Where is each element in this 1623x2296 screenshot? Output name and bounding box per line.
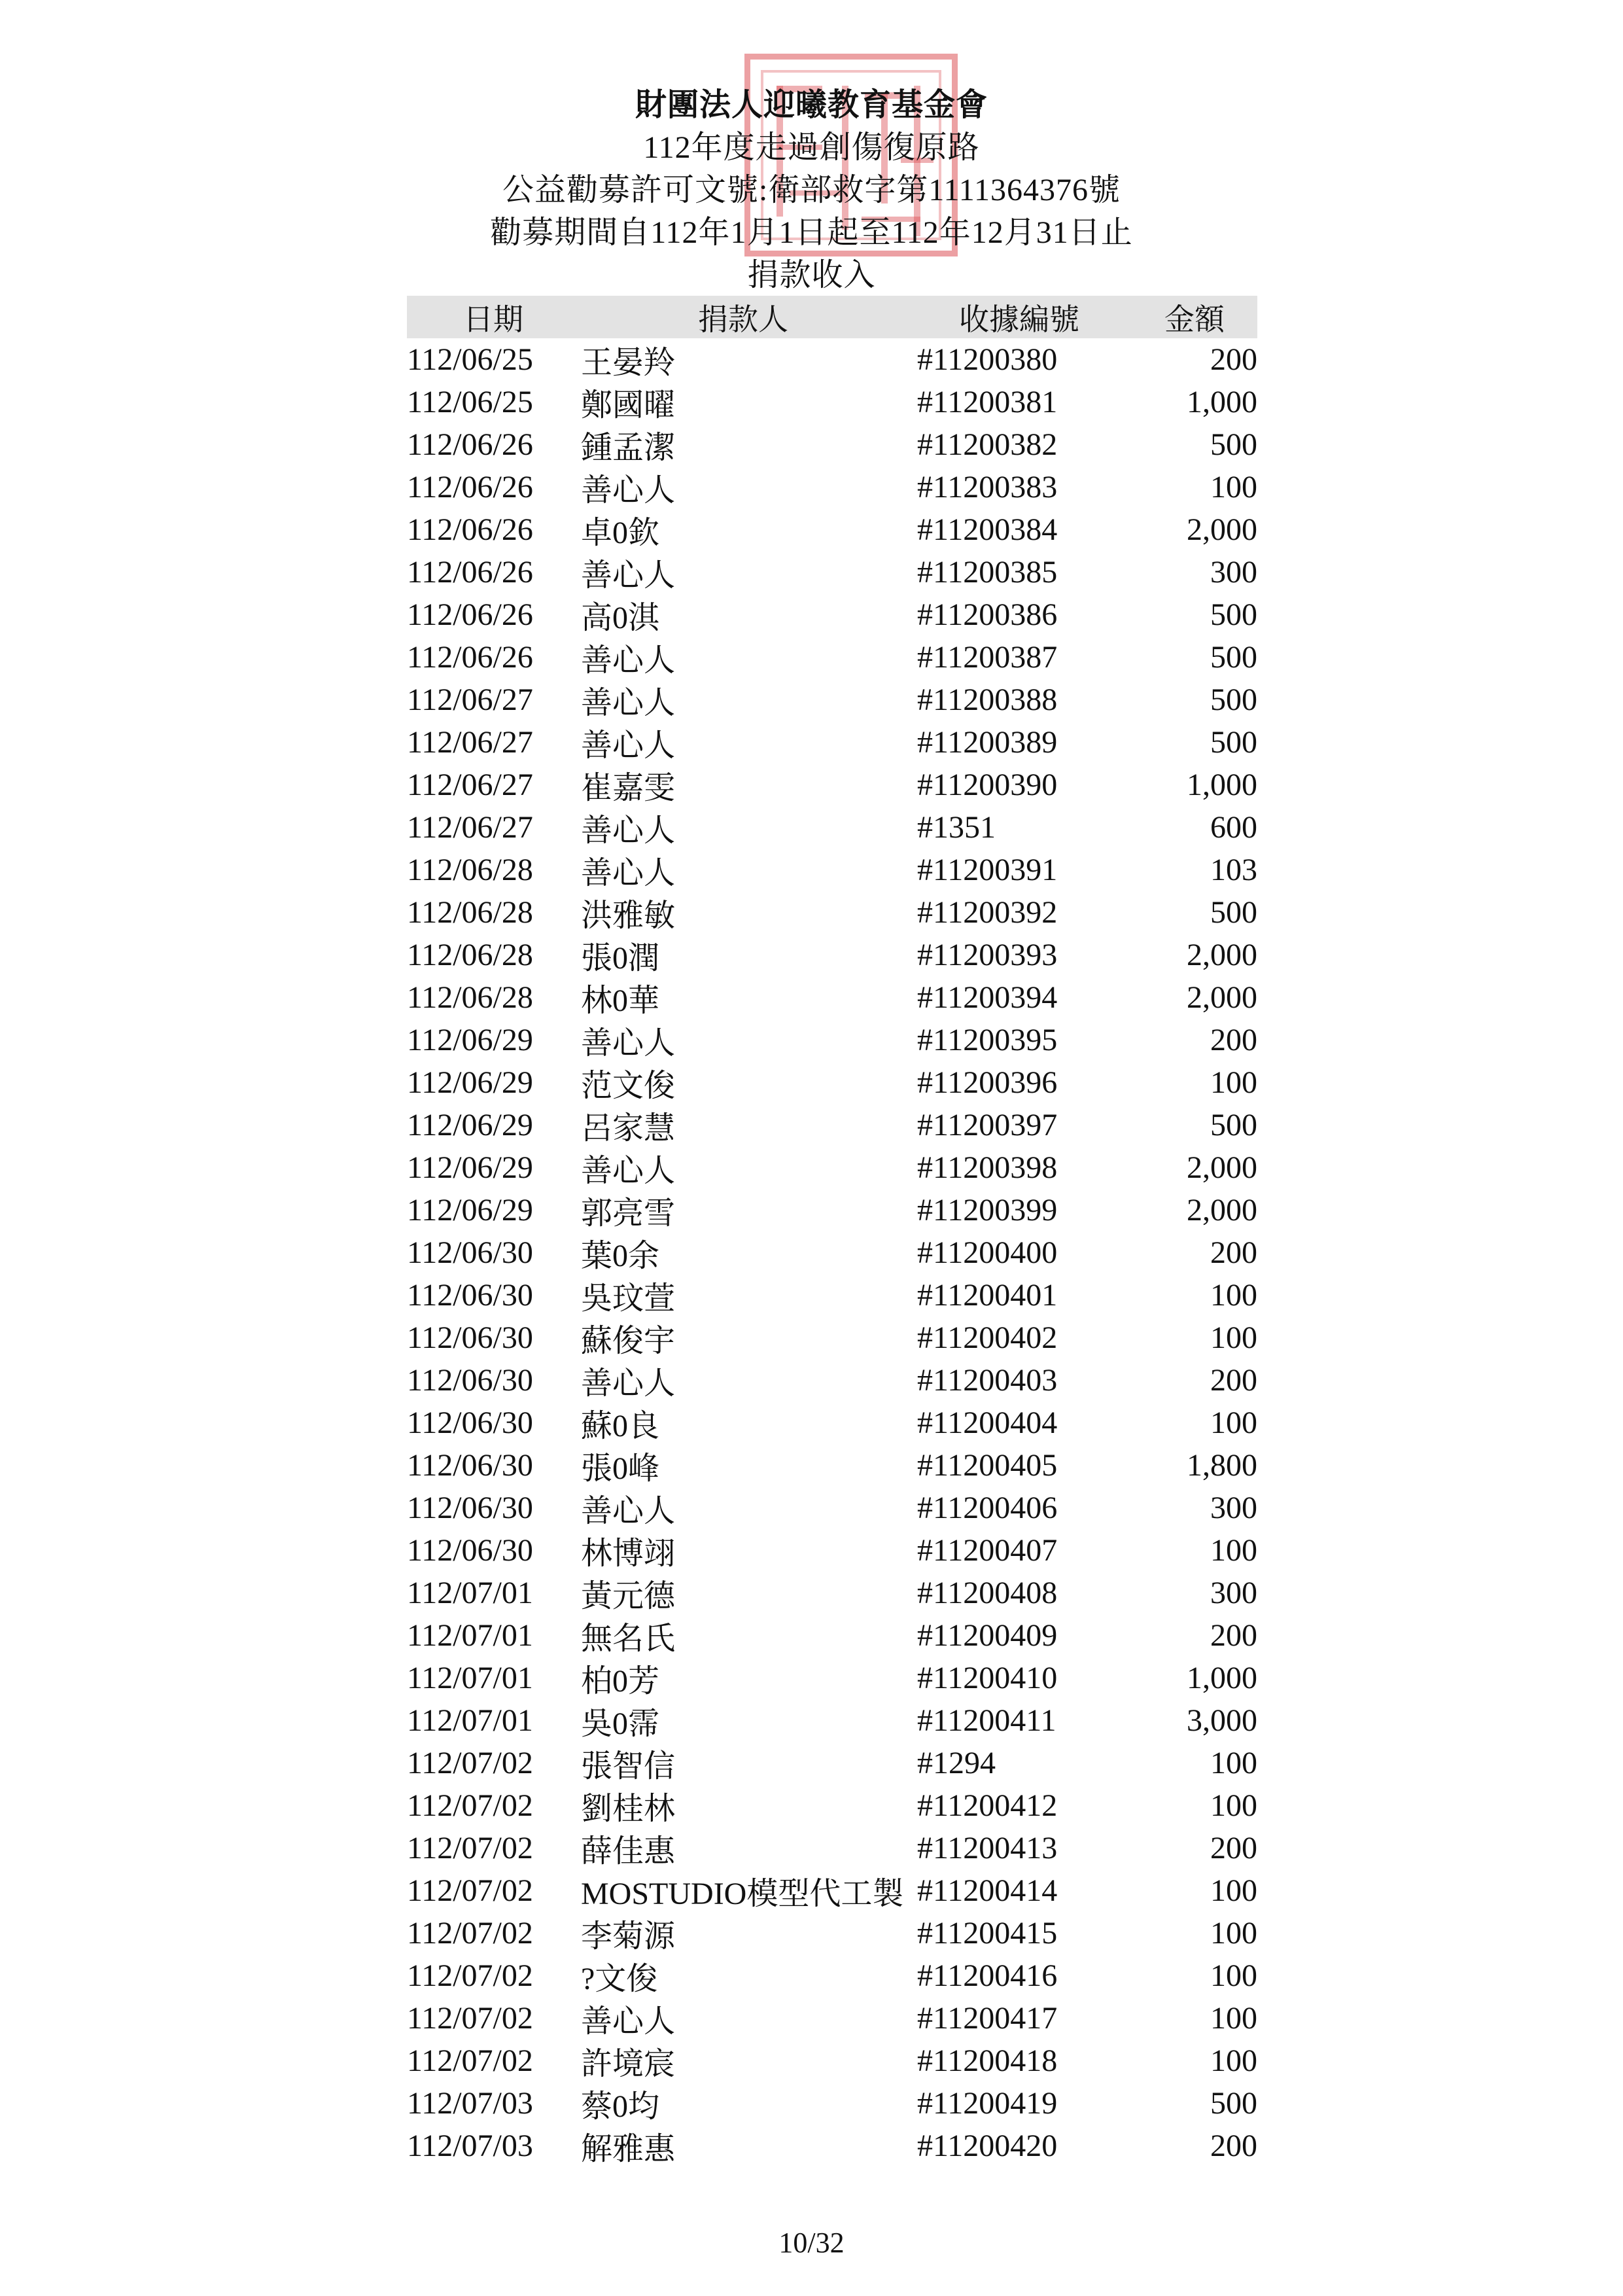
- date-cell: 112/06/30: [407, 1363, 533, 1398]
- donor-cell: 善心人: [581, 728, 676, 763]
- table-row: [407, 721, 1257, 764]
- donor-cell: 蔡0均: [581, 2089, 660, 2124]
- receipt-cell: #11200407: [917, 1533, 1058, 1568]
- receipt-cell: #11200410: [917, 1661, 1058, 1695]
- amount-cell: 200: [1210, 342, 1257, 377]
- receipt-cell: #11200415: [917, 1916, 1058, 1951]
- amount-cell: 500: [1210, 2086, 1257, 2121]
- receipt-cell: #11200409: [917, 1618, 1058, 1653]
- date-cell: 112/06/27: [407, 725, 533, 760]
- receipt-cell: #11200395: [917, 1023, 1058, 1057]
- document-header: [0, 84, 1623, 296]
- date-cell: 112/07/01: [407, 1703, 533, 1738]
- date-cell: 112/07/01: [407, 1618, 533, 1653]
- amount-cell: 600: [1210, 810, 1257, 845]
- date-cell: 112/06/26: [407, 555, 533, 590]
- amount-cell: 1,000: [1187, 385, 1257, 419]
- donor-cell: 善心人: [581, 643, 676, 678]
- table-row: [407, 2040, 1257, 2082]
- table-row: [407, 2082, 1257, 2125]
- amount-cell: 1,000: [1187, 1661, 1257, 1695]
- date-cell: 112/06/28: [407, 980, 533, 1015]
- amount-cell: 100: [1210, 2001, 1257, 2036]
- table-row: [407, 1529, 1257, 1572]
- date-cell: 112/07/02: [407, 2043, 533, 2078]
- date-cell: 112/06/25: [407, 342, 533, 377]
- receipt-cell: #11200413: [917, 1831, 1058, 1865]
- amount-cell: 100: [1210, 1873, 1257, 1908]
- date-cell: 112/06/30: [407, 1278, 533, 1313]
- table-row: [407, 1954, 1257, 1997]
- donor-cell: 王晏羚: [581, 345, 676, 380]
- date-cell: 112/06/30: [407, 1533, 533, 1568]
- receipt-cell: #11200416: [917, 1958, 1058, 1993]
- date-cell: 112/07/02: [407, 2001, 533, 2036]
- receipt-cell: #11200402: [917, 1320, 1058, 1355]
- receipt-cell: #11200399: [917, 1193, 1058, 1227]
- table-row: [407, 1827, 1257, 1869]
- receipt-cell: #11200403: [917, 1363, 1058, 1398]
- amount-cell: 100: [1210, 1916, 1257, 1951]
- date-cell: 112/07/02: [407, 1831, 533, 1865]
- amount-cell: 200: [1210, 1235, 1257, 1270]
- amount-cell: 300: [1210, 1576, 1257, 1610]
- donor-cell: 善心人: [581, 1026, 676, 1061]
- amount-cell: 500: [1210, 895, 1257, 930]
- amount-cell: 100: [1210, 1958, 1257, 1993]
- table-row: [407, 806, 1257, 849]
- donor-cell: 柏0芳: [581, 1664, 660, 1699]
- date-cell: 112/06/28: [407, 895, 533, 930]
- amount-cell: 500: [1210, 1108, 1257, 1142]
- permit-number: 公益勸募許可文號:衛部救字第1111364376號: [502, 173, 1121, 207]
- amount-cell: 200: [1210, 2128, 1257, 2163]
- table-row: [407, 1869, 1257, 1912]
- date-cell: 112/07/02: [407, 1916, 533, 1951]
- amount-cell: 2,000: [1187, 1150, 1257, 1185]
- date-cell: 112/06/30: [407, 1235, 533, 1270]
- receipt-cell: #11200411: [917, 1703, 1056, 1738]
- date-cell: 112/06/30: [407, 1491, 533, 1525]
- table-row: [407, 1572, 1257, 1614]
- donor-cell: 善心人: [581, 856, 676, 891]
- donor-cell: 鍾孟潔: [581, 431, 676, 465]
- amount-cell: 1,000: [1187, 768, 1257, 802]
- organization-name: 財團法人迎曦教育基金會: [635, 86, 988, 123]
- receipt-cell: #1351: [917, 810, 996, 845]
- receipt-cell: #11200380: [917, 342, 1058, 377]
- receipt-cell: #11200396: [917, 1065, 1058, 1100]
- amount-cell: 500: [1210, 597, 1257, 632]
- receipt-cell: #11200381: [917, 385, 1058, 419]
- table-row: [407, 1912, 1257, 1954]
- date-cell: 112/06/30: [407, 1320, 533, 1355]
- receipt-cell: #11200418: [917, 2043, 1058, 2078]
- receipt-cell: #11200400: [917, 1235, 1058, 1270]
- date-cell: 112/07/02: [407, 1873, 533, 1908]
- table-row: [407, 1316, 1257, 1359]
- table-row: [407, 338, 1257, 381]
- donor-cell: 蘇俊宇: [581, 1324, 676, 1358]
- table-row: [407, 976, 1257, 1019]
- donor-cell: 張智信: [581, 1749, 676, 1784]
- donor-cell: 善心人: [581, 1366, 676, 1401]
- date-cell: 112/06/26: [407, 512, 533, 547]
- table-row: [407, 593, 1257, 636]
- receipt-cell: #11200382: [917, 427, 1058, 462]
- receipt-cell: #11200417: [917, 2001, 1058, 2036]
- column-header-amount: 金額: [1164, 301, 1225, 337]
- amount-cell: 300: [1210, 1491, 1257, 1525]
- amount-cell: 500: [1210, 427, 1257, 462]
- receipt-cell: #11200383: [917, 470, 1058, 504]
- table-row: [407, 1231, 1257, 1274]
- section-title: 捐款收入: [747, 258, 876, 292]
- date-cell: 112/06/29: [407, 1193, 533, 1227]
- receipt-cell: #11200406: [917, 1491, 1058, 1525]
- table-row: [407, 2125, 1257, 2167]
- table-row: [407, 1274, 1257, 1316]
- donor-cell: 劉桂林: [581, 1792, 676, 1826]
- amount-cell: 100: [1210, 2043, 1257, 2078]
- donor-cell: 卓0欽: [581, 516, 660, 550]
- project-title: 112年度走過創傷復原路: [643, 130, 980, 165]
- date-cell: 112/06/26: [407, 597, 533, 632]
- donor-cell: 高0淇: [581, 601, 660, 635]
- donor-cell: 吳玟萱: [581, 1281, 676, 1316]
- fundraising-period: 勸募期間自112年1月1日起至112年12月31日止: [490, 215, 1133, 250]
- amount-cell: 3,000: [1187, 1703, 1257, 1738]
- table-row: [407, 1699, 1257, 1742]
- table-row: [407, 551, 1257, 593]
- amount-cell: 2,000: [1187, 938, 1257, 972]
- amount-cell: 100: [1210, 1405, 1257, 1440]
- donor-cell: 善心人: [581, 473, 676, 508]
- donor-cell: 林0華: [581, 983, 660, 1018]
- date-cell: 112/07/01: [407, 1661, 533, 1695]
- date-cell: 112/06/29: [407, 1108, 533, 1142]
- date-cell: 112/06/26: [407, 470, 533, 504]
- table-row: [407, 508, 1257, 551]
- donor-cell: 林博翊: [581, 1536, 676, 1571]
- amount-cell: 200: [1210, 1618, 1257, 1653]
- page-number: 10/32: [778, 2227, 845, 2259]
- amount-cell: 200: [1210, 1363, 1257, 1398]
- date-cell: 112/06/29: [407, 1023, 533, 1057]
- column-header-donor: 捐款人: [698, 301, 788, 337]
- donor-cell: 善心人: [581, 1154, 676, 1188]
- receipt-cell: #11200385: [917, 555, 1058, 590]
- receipt-cell: #11200387: [917, 640, 1058, 675]
- amount-cell: 200: [1210, 1831, 1257, 1865]
- receipt-cell: #11200419: [917, 2086, 1058, 2121]
- table-row: [407, 423, 1257, 466]
- receipt-cell: #11200420: [917, 2128, 1058, 2163]
- table-row: [407, 466, 1257, 508]
- receipt-cell: #11200393: [917, 938, 1058, 972]
- donor-cell: ?文俊: [581, 1962, 658, 1996]
- table-row: [407, 679, 1257, 721]
- donor-cell: 善心人: [581, 686, 676, 720]
- donor-cell: 善心人: [581, 1494, 676, 1528]
- receipt-cell: #1294: [917, 1746, 996, 1780]
- receipt-cell: #11200414: [917, 1873, 1058, 1908]
- amount-cell: 2,000: [1187, 980, 1257, 1015]
- table-row: [407, 764, 1257, 806]
- date-cell: 112/06/27: [407, 810, 533, 845]
- donor-cell: 善心人: [581, 2004, 676, 2039]
- amount-cell: 500: [1210, 725, 1257, 760]
- date-cell: 112/06/30: [407, 1448, 533, 1483]
- amount-cell: 100: [1210, 1533, 1257, 1568]
- table-row: [407, 849, 1257, 891]
- receipt-cell: #11200384: [917, 512, 1058, 547]
- donor-cell: 郭亮雪: [581, 1196, 676, 1231]
- amount-cell: 103: [1210, 853, 1257, 887]
- table-row: [407, 1019, 1257, 1061]
- donor-cell: 善心人: [581, 813, 676, 848]
- receipt-cell: #11200401: [917, 1278, 1058, 1313]
- date-cell: 112/06/26: [407, 427, 533, 462]
- amount-cell: 100: [1210, 1746, 1257, 1780]
- table-row: [407, 1742, 1257, 1784]
- date-cell: 112/07/02: [407, 1958, 533, 1993]
- donor-cell: 鄭國曜: [581, 388, 676, 423]
- donor-cell: 李菊源: [581, 1919, 676, 1954]
- date-cell: 112/07/01: [407, 1576, 533, 1610]
- date-cell: 112/06/30: [407, 1405, 533, 1440]
- table-row: [407, 934, 1257, 976]
- donor-cell: 張0峰: [581, 1451, 660, 1486]
- amount-cell: 1,800: [1187, 1448, 1257, 1483]
- table-row: [407, 1189, 1257, 1231]
- donor-cell: 吳0霈: [581, 1706, 660, 1741]
- date-cell: 112/06/28: [407, 853, 533, 887]
- table-row: [407, 381, 1257, 423]
- date-cell: 112/07/02: [407, 1746, 533, 1780]
- donor-cell: 蘇0良: [581, 1409, 660, 1443]
- amount-cell: 500: [1210, 682, 1257, 717]
- receipt-cell: #11200388: [917, 682, 1058, 717]
- date-cell: 112/06/29: [407, 1065, 533, 1100]
- table-row: [407, 1487, 1257, 1529]
- column-header-receipt: 收據編號: [959, 301, 1079, 337]
- amount-cell: 100: [1210, 1278, 1257, 1313]
- receipt-cell: #11200392: [917, 895, 1058, 930]
- table-row: [407, 1146, 1257, 1189]
- donor-cell: 洪雅敏: [581, 898, 676, 933]
- date-cell: 112/06/27: [407, 768, 533, 802]
- amount-cell: 2,000: [1187, 512, 1257, 547]
- table-row: [407, 1402, 1257, 1444]
- donor-cell: 范文俊: [581, 1069, 676, 1103]
- donor-cell: 解雅惠: [581, 2132, 676, 2166]
- donor-cell: 崔嘉雯: [581, 771, 676, 805]
- column-header-date: 日期: [463, 301, 523, 337]
- receipt-cell: #11200412: [917, 1788, 1058, 1823]
- donation-table: [407, 296, 1257, 2167]
- amount-cell: 100: [1210, 470, 1257, 504]
- receipt-cell: #11200397: [917, 1108, 1058, 1142]
- receipt-cell: #11200394: [917, 980, 1058, 1015]
- donor-cell: 無名氏: [581, 1621, 676, 1656]
- receipt-cell: #11200391: [917, 853, 1058, 887]
- receipt-cell: #11200390: [917, 768, 1058, 802]
- donor-cell: 善心人: [581, 558, 676, 593]
- amount-cell: 300: [1210, 555, 1257, 590]
- receipt-cell: #11200398: [917, 1150, 1058, 1185]
- date-cell: 112/06/26: [407, 640, 533, 675]
- date-cell: 112/06/25: [407, 385, 533, 419]
- donor-cell: 黃元德: [581, 1579, 676, 1614]
- donor-cell: 許境宸: [581, 2047, 676, 2081]
- table-row: [407, 636, 1257, 679]
- table-row: [407, 891, 1257, 934]
- table-row: [407, 1784, 1257, 1827]
- donor-cell: MOSTUDIO模型代工製: [581, 1877, 904, 1911]
- table-body: [407, 338, 1257, 2167]
- table-row: [407, 1104, 1257, 1146]
- amount-cell: 100: [1210, 1320, 1257, 1355]
- date-cell: 112/07/03: [407, 2128, 533, 2163]
- date-cell: 112/06/28: [407, 938, 533, 972]
- table-row: [407, 1359, 1257, 1402]
- receipt-cell: #11200389: [917, 725, 1058, 760]
- amount-cell: 500: [1210, 640, 1257, 675]
- receipt-cell: #11200386: [917, 597, 1058, 632]
- table-row: [407, 1657, 1257, 1699]
- table-row: [407, 1614, 1257, 1657]
- date-cell: 112/06/29: [407, 1150, 533, 1185]
- date-cell: 112/07/02: [407, 1788, 533, 1823]
- table-row: [407, 1444, 1257, 1487]
- amount-cell: 100: [1210, 1788, 1257, 1823]
- donor-cell: 張0潤: [581, 941, 660, 976]
- amount-cell: 2,000: [1187, 1193, 1257, 1227]
- amount-cell: 100: [1210, 1065, 1257, 1100]
- receipt-cell: #11200404: [917, 1405, 1058, 1440]
- receipt-cell: #11200405: [917, 1448, 1058, 1483]
- amount-cell: 200: [1210, 1023, 1257, 1057]
- donor-cell: 呂家慧: [581, 1111, 676, 1146]
- donor-cell: 薛佳惠: [581, 1834, 676, 1869]
- table-row: [407, 1061, 1257, 1104]
- table-row: [407, 1997, 1257, 2040]
- table-header: [407, 296, 1257, 338]
- date-cell: 112/06/27: [407, 682, 533, 717]
- date-cell: 112/07/03: [407, 2086, 533, 2121]
- donor-cell: 葉0余: [581, 1239, 660, 1273]
- receipt-cell: #11200408: [917, 1576, 1058, 1610]
